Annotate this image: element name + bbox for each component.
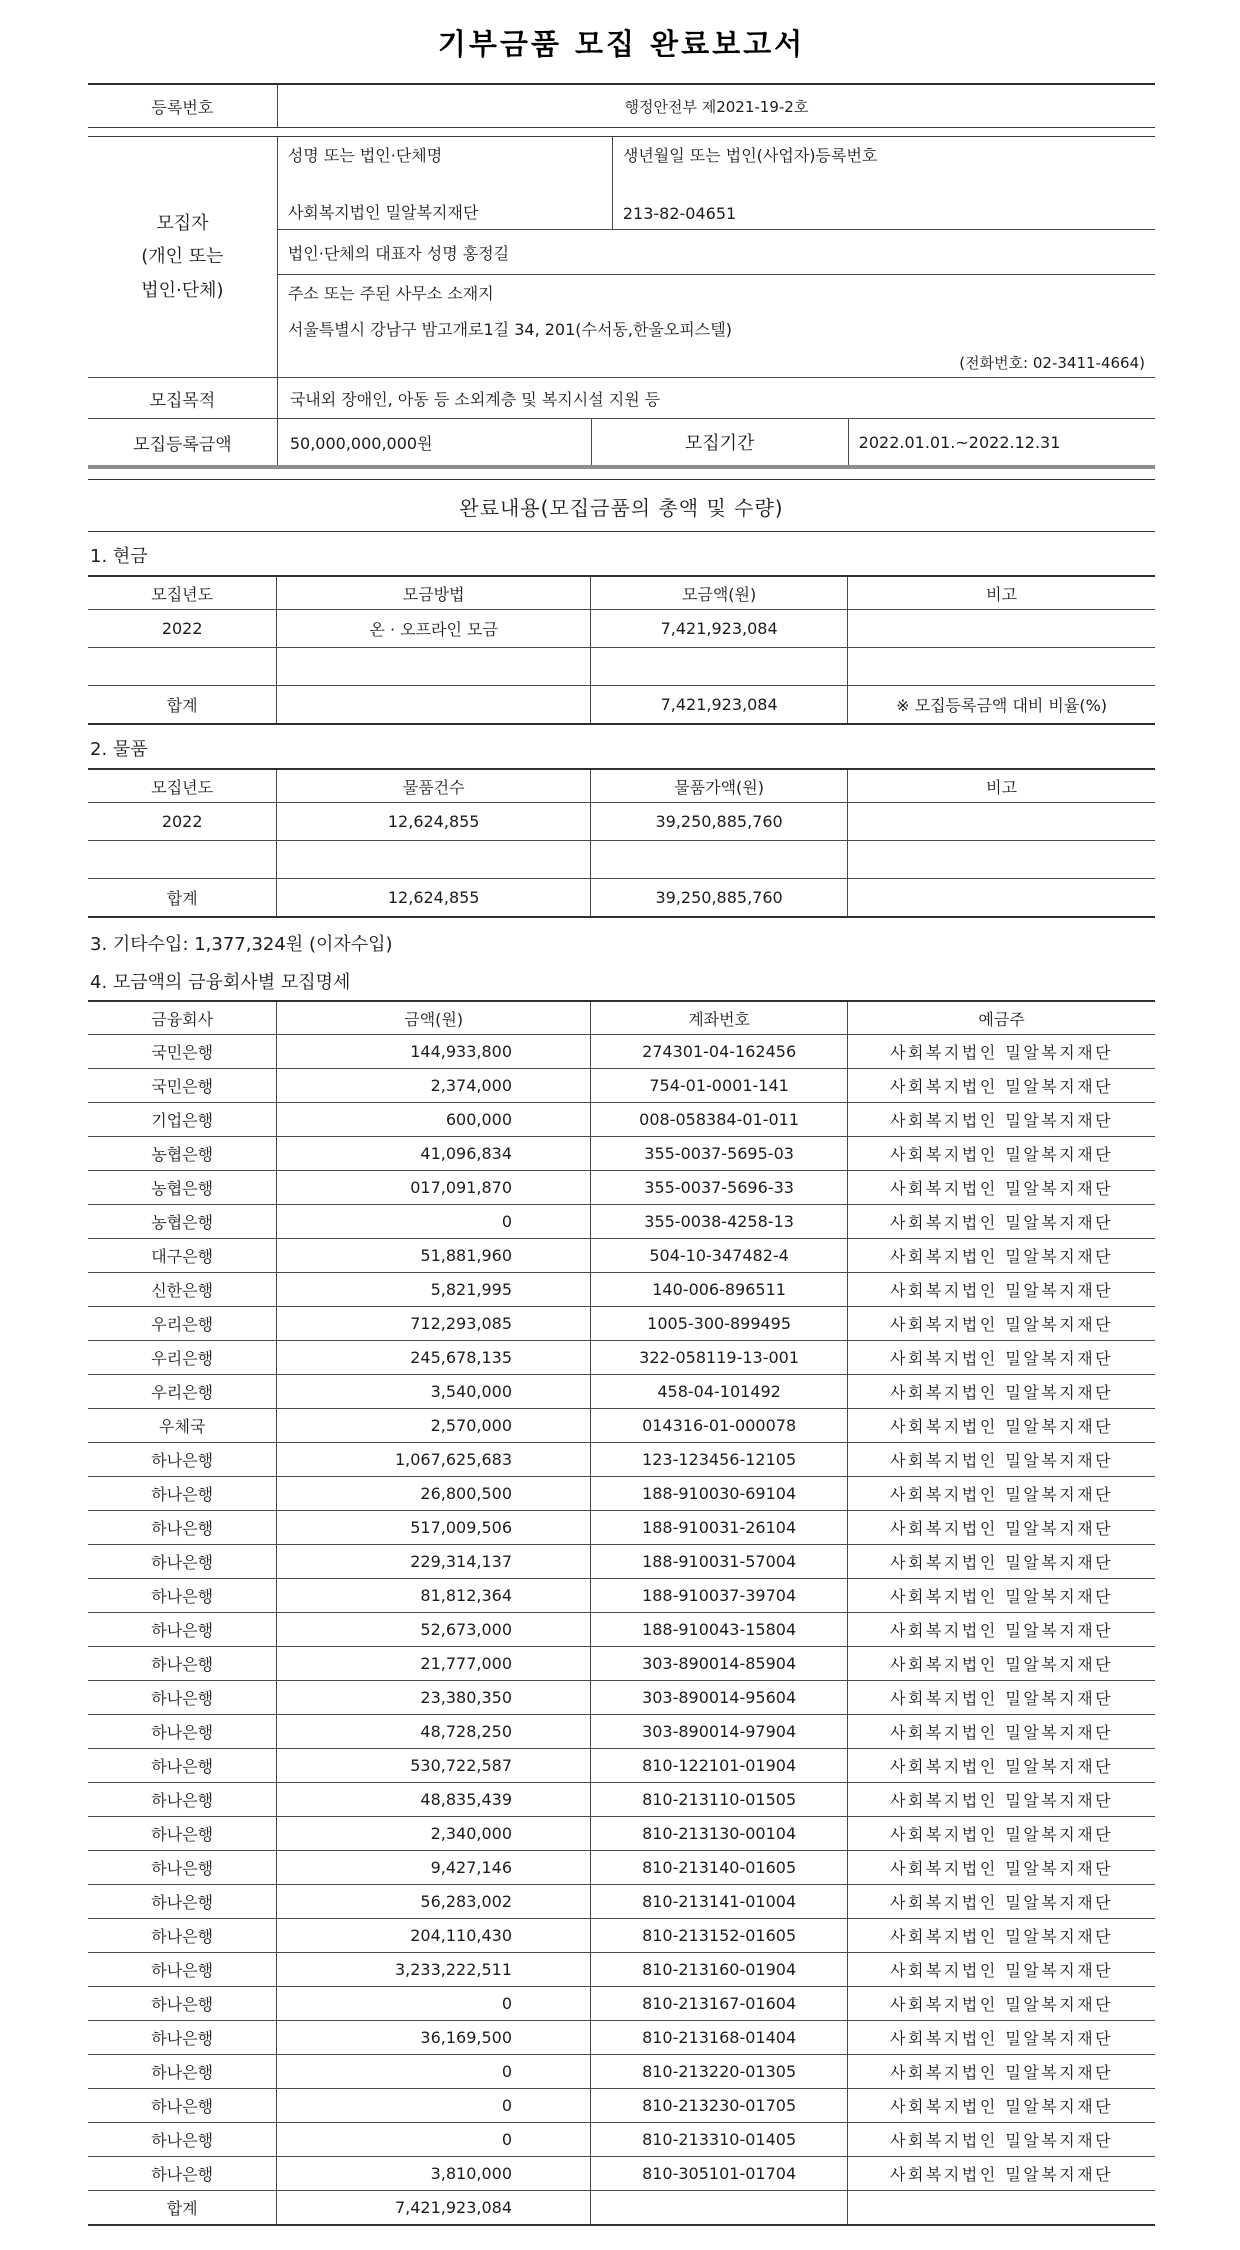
table-cell: 3,810,000 [277, 2157, 591, 2191]
table-cell: 754-01-0001-141 [591, 1069, 848, 1103]
table-cell: 2,374,000 [277, 1069, 591, 1103]
table-cell: 3,540,000 [277, 1375, 591, 1409]
table-cell: 9,427,146 [277, 1851, 591, 1885]
table-row [88, 1205, 1155, 1239]
table-row [88, 879, 1155, 918]
table-cell: 204,110,430 [277, 1919, 591, 1953]
table-cell: 810-213167-01604 [591, 1987, 848, 2021]
period-value: 2022.01.01.~2022.12.31 [848, 419, 1155, 465]
table-cell: 188-910043-15804 [591, 1613, 848, 1647]
section-rule-bottom [88, 531, 1155, 532]
table-cell: 하나은행 [88, 1579, 277, 1613]
table-cell: 48,728,250 [277, 1715, 591, 1749]
table-row [88, 1647, 1155, 1681]
table-cell: 51,881,960 [277, 1239, 591, 1273]
column-header: 모집년도 [88, 576, 277, 610]
table-cell: 사회복지법인 밀알복지재단 [848, 1307, 1155, 1341]
table-cell: 810-213220-01305 [591, 2055, 848, 2089]
table-row [88, 841, 1155, 879]
table-cell: 대구은행 [88, 1239, 277, 1273]
table-cell: 2,570,000 [277, 1409, 591, 1443]
table-cell: 합계 [88, 686, 277, 725]
purpose-label: 모집목적 [149, 390, 216, 411]
table-cell: 사회복지법인 밀알복지재단 [848, 1749, 1155, 1783]
goods-table-body [88, 803, 1155, 918]
purpose-row [88, 378, 1155, 419]
table-cell: 140-006-896511 [591, 1273, 848, 1307]
table-cell [277, 648, 591, 686]
table-row [88, 1035, 1155, 1069]
table-row [88, 686, 1155, 725]
table-cell: 사회복지법인 밀알복지재단 [848, 1137, 1155, 1171]
table-cell: 기업은행 [88, 1103, 277, 1137]
table-cell: 사회복지법인 밀알복지재단 [848, 2089, 1155, 2123]
table-cell: 사회복지법인 밀알복지재단 [848, 1375, 1155, 1409]
table-cell: 7,421,923,084 [591, 610, 848, 648]
table-row [88, 2157, 1155, 2191]
table-cell: 23,380,350 [277, 1681, 591, 1715]
registered-amount-label: 모집등록금액 [133, 434, 232, 455]
cash-table-body [88, 610, 1155, 725]
table-cell: 사회복지법인 밀알복지재단 [848, 1919, 1155, 1953]
table-cell: 229,314,137 [277, 1545, 591, 1579]
table-cell: 사회복지법인 밀알복지재단 [848, 1953, 1155, 1987]
table-cell: 303-890014-97904 [591, 1715, 848, 1749]
collector-label-line1: 모집자 [156, 213, 209, 235]
table-row [88, 2021, 1155, 2055]
table-cell: 하나은행 [88, 1511, 277, 1545]
table-row [88, 1715, 1155, 1749]
name-value: 사회복지법인 밀알복지재단 [287, 203, 479, 222]
table-row [88, 1545, 1155, 1579]
goods-section-heading: 2. 물품 [90, 739, 148, 760]
table-cell: 사회복지법인 밀알복지재단 [848, 1511, 1155, 1545]
cash-table [88, 575, 1155, 725]
table-cell: 하나은행 [88, 2123, 277, 2157]
table-cell: 하나은행 [88, 1783, 277, 1817]
table-cell: 하나은행 [88, 1885, 277, 1919]
table-row [88, 2055, 1155, 2089]
table-row [88, 1885, 1155, 1919]
table-cell: 188-910031-26104 [591, 1511, 848, 1545]
table-cell [277, 841, 591, 879]
address-label: 주소 또는 주된 사무소 소재지 [287, 284, 494, 303]
table-cell: 21,777,000 [277, 1647, 591, 1681]
table-cell: 810-213110-01505 [591, 1783, 848, 1817]
collector-name-row [278, 137, 1155, 230]
cash-table-header [88, 576, 1155, 610]
table-cell: 458-04-101492 [591, 1375, 848, 1409]
page-title: 기부금품 모집 완료보고서 [437, 27, 806, 61]
table-cell: 008-058384-01-011 [591, 1103, 848, 1137]
table-cell: 사회복지법인 밀알복지재단 [848, 1579, 1155, 1613]
table-row [88, 1273, 1155, 1307]
table-row [88, 1919, 1155, 1953]
collector-name-cell [278, 137, 612, 229]
table-cell: 우리은행 [88, 1375, 277, 1409]
table-cell: 0 [277, 2055, 591, 2089]
table-cell: 하나은행 [88, 1443, 277, 1477]
registered-amount-row [88, 419, 1155, 469]
table-row [88, 1307, 1155, 1341]
table-cell [848, 879, 1155, 918]
table-cell: 600,000 [277, 1103, 591, 1137]
table-row [88, 1103, 1155, 1137]
table-cell: 188-910030-69104 [591, 1477, 848, 1511]
column-header: 예금주 [848, 1001, 1155, 1035]
purpose-value: 국내외 장애인, 아동 등 소외계층 및 복지시설 지원 등 [277, 378, 1155, 418]
column-header: 금액(원) [277, 1001, 591, 1035]
table-cell: 0 [277, 1205, 591, 1239]
registered-amount-value: 50,000,000,000원 [277, 419, 591, 465]
table-cell: 신한은행 [88, 1273, 277, 1307]
table-cell: 5,821,995 [277, 1273, 591, 1307]
section-rule-top [88, 479, 1155, 480]
bank-table-header [88, 1001, 1155, 1035]
completion-heading: 완료내용(모집금품의 총액 및 수량) [459, 496, 784, 520]
goods-table-header [88, 769, 1155, 803]
table-cell: 504-10-347482-4 [591, 1239, 848, 1273]
table-cell: 303-890014-95604 [591, 1681, 848, 1715]
table-cell: 810-213168-01404 [591, 2021, 848, 2055]
table-cell: 사회복지법인 밀알복지재단 [848, 1885, 1155, 1919]
name-label: 성명 또는 법인·단체명 [287, 146, 443, 165]
table-cell: 하나은행 [88, 1987, 277, 2021]
collector-label-line2: (개인 또는 [141, 246, 224, 268]
table-cell: 하나은행 [88, 1817, 277, 1851]
table-cell [88, 648, 277, 686]
table-cell: 12,624,855 [277, 879, 591, 918]
table-cell: 3,233,222,511 [277, 1953, 591, 1987]
table-row [88, 1443, 1155, 1477]
table-cell: 농협은행 [88, 1137, 277, 1171]
table-cell: 810-122101-01904 [591, 1749, 848, 1783]
registration-label: 등록번호 [151, 97, 214, 117]
table-row [88, 1783, 1155, 1817]
table-cell: 농협은행 [88, 1171, 277, 1205]
table-cell: 사회복지법인 밀알복지재단 [848, 1443, 1155, 1477]
column-header: 금융회사 [88, 1001, 277, 1035]
table-cell: 사회복지법인 밀알복지재단 [848, 1681, 1155, 1715]
table-cell: 사회복지법인 밀알복지재단 [848, 1783, 1155, 1817]
table-cell: 사회복지법인 밀알복지재단 [848, 2157, 1155, 2191]
table-cell: 014316-01-000078 [591, 1409, 848, 1443]
table-cell [848, 803, 1155, 841]
table-row [88, 1341, 1155, 1375]
phone-number: (전화번호: 02-3411-4664) [959, 354, 1145, 372]
table-cell: 사회복지법인 밀알복지재단 [848, 1035, 1155, 1069]
table-cell: 온 · 오프라인 모금 [277, 610, 591, 648]
table-cell: 144,933,800 [277, 1035, 591, 1069]
collector-section [88, 137, 1155, 378]
collector-regno-cell [612, 137, 1155, 229]
table-cell: 우체국 [88, 1409, 277, 1443]
table-cell: 하나은행 [88, 1477, 277, 1511]
table-cell: 하나은행 [88, 2157, 277, 2191]
table-row [88, 1137, 1155, 1171]
table-cell: 39,250,885,760 [591, 879, 848, 918]
table-row [88, 1239, 1155, 1273]
table-row [88, 1477, 1155, 1511]
table-cell: 0 [277, 2089, 591, 2123]
table-cell: 39,250,885,760 [591, 803, 848, 841]
table-cell: 하나은행 [88, 1851, 277, 1885]
table-cell: 사회복지법인 밀알복지재단 [848, 1647, 1155, 1681]
table-cell: 12,624,855 [277, 803, 591, 841]
table-cell: 국민은행 [88, 1069, 277, 1103]
table-cell [591, 841, 848, 879]
table-cell: 017,091,870 [277, 1171, 591, 1205]
collector-label-line3: 법인·단체) [141, 279, 224, 301]
column-header: 모금방법 [277, 576, 591, 610]
table-cell: 사회복지법인 밀알복지재단 [848, 1069, 1155, 1103]
collector-label [88, 137, 277, 377]
table-row [88, 1851, 1155, 1885]
table-cell [277, 686, 591, 725]
table-cell: 2022 [88, 610, 277, 648]
table-row [88, 648, 1155, 686]
table-cell: 810-213160-01904 [591, 1953, 848, 1987]
column-header: 물품가액(원) [591, 769, 848, 803]
regno-value: 213-82-04651 [622, 204, 737, 223]
table-cell [591, 2191, 848, 2226]
table-cell: 303-890014-85904 [591, 1647, 848, 1681]
representative-row: 법인·단체의 대표자 성명 홍정길 [278, 230, 1155, 275]
table-cell: 우리은행 [88, 1307, 277, 1341]
table-cell: 하나은행 [88, 1715, 277, 1749]
table-cell: 하나은행 [88, 1953, 277, 1987]
table-cell [848, 648, 1155, 686]
table-row [88, 1987, 1155, 2021]
table-cell: 하나은행 [88, 1613, 277, 1647]
table-cell: 하나은행 [88, 1749, 277, 1783]
table-row [88, 1953, 1155, 1987]
table-cell: 1,067,625,683 [277, 1443, 591, 1477]
table-cell: 1005-300-899495 [591, 1307, 848, 1341]
table-cell: 사회복지법인 밀알복지재단 [848, 1817, 1155, 1851]
table-cell: 56,283,002 [277, 1885, 591, 1919]
report-info-table [88, 83, 1155, 469]
table-row [88, 1069, 1155, 1103]
table-row [88, 2123, 1155, 2157]
column-header: 모집년도 [88, 769, 277, 803]
table-cell: 사회복지법인 밀알복지재단 [848, 1171, 1155, 1205]
table-cell: 사회복지법인 밀알복지재단 [848, 1715, 1155, 1749]
bank-table-body [88, 1035, 1155, 2226]
collector-body [277, 137, 1155, 377]
table-cell [848, 2191, 1155, 2226]
column-header: 물품건수 [277, 769, 591, 803]
table-row [88, 803, 1155, 841]
column-header: 모금액(원) [591, 576, 848, 610]
table-cell: 123-123456-12105 [591, 1443, 848, 1477]
table-cell: 하나은행 [88, 1919, 277, 1953]
table-cell [591, 648, 848, 686]
table-row [88, 2089, 1155, 2123]
table-cell: 하나은행 [88, 2021, 277, 2055]
registration-value: 행정안전부 제2021-19-2호 [277, 85, 1155, 127]
table-row [88, 1681, 1155, 1715]
table-cell: 355-0037-5695-03 [591, 1137, 848, 1171]
table-cell [848, 610, 1155, 648]
bank-section-heading: 4. 모금액의 금융회사별 모집명세 [90, 972, 351, 993]
table-row [88, 1511, 1155, 1545]
table-cell: 사회복지법인 밀알복지재단 [848, 2055, 1155, 2089]
table-cell: 하나은행 [88, 1681, 277, 1715]
table-cell: 810-213230-01705 [591, 2089, 848, 2123]
table-cell: 26,800,500 [277, 1477, 591, 1511]
table-row [88, 1171, 1155, 1205]
period-label: 모집기간 [591, 419, 848, 465]
table-cell: 우리은행 [88, 1341, 277, 1375]
table-cell: 국민은행 [88, 1035, 277, 1069]
table-cell: 52,673,000 [277, 1613, 591, 1647]
table-row [88, 1579, 1155, 1613]
table-cell: 사회복지법인 밀알복지재단 [848, 1239, 1155, 1273]
table-cell: 사회복지법인 밀알복지재단 [848, 1477, 1155, 1511]
table-cell: 712,293,085 [277, 1307, 591, 1341]
table-row [88, 1613, 1155, 1647]
table-cell [848, 841, 1155, 879]
table-cell: 합계 [88, 879, 277, 918]
table-cell: 하나은행 [88, 1647, 277, 1681]
table-cell: 사회복지법인 밀알복지재단 [848, 1409, 1155, 1443]
table-cell: 810-213310-01405 [591, 2123, 848, 2157]
table-cell: 사회복지법인 밀알복지재단 [848, 1205, 1155, 1239]
table-cell: 2022 [88, 803, 277, 841]
table-cell: 36,169,500 [277, 2021, 591, 2055]
table-cell: 810-305101-01704 [591, 2157, 848, 2191]
table-cell: 810-213130-00104 [591, 1817, 848, 1851]
table-row [88, 1817, 1155, 1851]
table-row [88, 1375, 1155, 1409]
table-cell: 사회복지법인 밀알복지재단 [848, 1987, 1155, 2021]
registration-row [88, 85, 1155, 128]
table-cell: 81,812,364 [277, 1579, 591, 1613]
table-row [88, 1749, 1155, 1783]
table-cell: 0 [277, 2123, 591, 2157]
table-cell: 322-058119-13-001 [591, 1341, 848, 1375]
table-cell: 188-910031-57004 [591, 1545, 848, 1579]
table-row [88, 1409, 1155, 1443]
table-cell: 810-213140-01605 [591, 1851, 848, 1885]
bank-table [88, 1000, 1155, 2226]
table-cell: 하나은행 [88, 1545, 277, 1579]
table-cell: 2,340,000 [277, 1817, 591, 1851]
table-cell: ※ 모집등록금액 대비 비율(%) [848, 686, 1155, 725]
table-cell: 0 [277, 1987, 591, 2021]
table-cell [88, 841, 277, 879]
table-cell: 355-0038-4258-13 [591, 1205, 848, 1239]
table-cell: 355-0037-5696-33 [591, 1171, 848, 1205]
table-cell: 188-910037-39704 [591, 1579, 848, 1613]
table-cell: 합계 [88, 2191, 277, 2226]
table-cell: 245,678,135 [277, 1341, 591, 1375]
goods-table [88, 768, 1155, 918]
table-cell: 사회복지법인 밀알복지재단 [848, 1103, 1155, 1137]
table-cell: 농협은행 [88, 1205, 277, 1239]
address-row [278, 275, 1155, 377]
table-cell: 사회복지법인 밀알복지재단 [848, 2123, 1155, 2157]
table-row [88, 610, 1155, 648]
table-cell: 사회복지법인 밀알복지재단 [848, 1545, 1155, 1579]
other-income-heading: 3. 기타수입: 1,377,324원 (이자수입) [90, 934, 393, 955]
address-value: 서울특별시 강남구 밤고개로1길 34, 201(수서동,한울오피스텔) [287, 319, 732, 339]
table-cell: 274301-04-162456 [591, 1035, 848, 1069]
table-cell: 530,722,587 [277, 1749, 591, 1783]
table-cell: 7,421,923,084 [591, 686, 848, 725]
double-rule [88, 128, 1155, 137]
table-cell: 517,009,506 [277, 1511, 591, 1545]
column-header: 비고 [848, 576, 1155, 610]
cash-section-heading: 1. 현금 [90, 546, 148, 567]
table-cell: 사회복지법인 밀알복지재단 [848, 1273, 1155, 1307]
table-cell: 하나은행 [88, 2089, 277, 2123]
table-cell: 사회복지법인 밀알복지재단 [848, 1613, 1155, 1647]
table-row [88, 2191, 1155, 2226]
table-cell: 48,835,439 [277, 1783, 591, 1817]
table-cell: 사회복지법인 밀알복지재단 [848, 2021, 1155, 2055]
table-cell: 41,096,834 [277, 1137, 591, 1171]
regno-label: 생년월일 또는 법인(사업자)등록번호 [622, 146, 878, 165]
table-cell: 810-213141-01004 [591, 1885, 848, 1919]
table-cell: 사회복지법인 밀알복지재단 [848, 1341, 1155, 1375]
table-cell: 7,421,923,084 [277, 2191, 591, 2226]
column-header: 비고 [848, 769, 1155, 803]
table-cell: 810-213152-01605 [591, 1919, 848, 1953]
table-cell: 사회복지법인 밀알복지재단 [848, 1851, 1155, 1885]
table-cell: 하나은행 [88, 2055, 277, 2089]
column-header: 계좌번호 [591, 1001, 848, 1035]
